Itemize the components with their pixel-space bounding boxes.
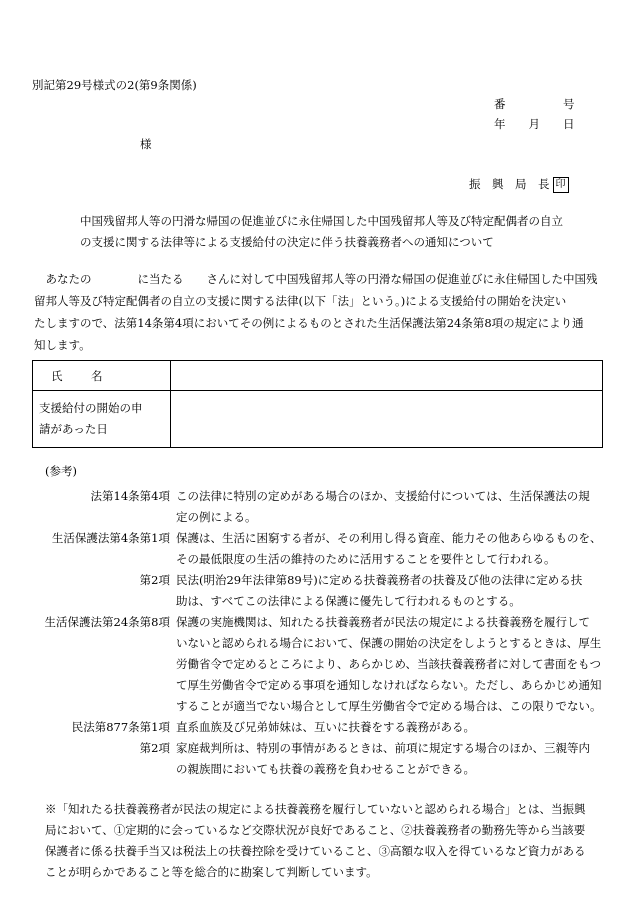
reference-text xyxy=(176,738,606,780)
reference-text xyxy=(176,528,606,570)
reference-line: この法律に特別の定めがある場合のほか、支援給付については、生活保護法の規 xyxy=(176,489,590,503)
reference-line: 労働省令で定めるところにより、あらかじめ、当該扶養義務者に対して書面をもつ xyxy=(176,657,602,671)
body-paragraph xyxy=(34,268,604,356)
application-date-value-cell[interactable] xyxy=(171,391,603,448)
body-line: 知します。 xyxy=(34,338,91,352)
addressee-suffix: 様 xyxy=(140,137,152,151)
explanatory-note xyxy=(45,799,610,883)
name-label-1: 氏 xyxy=(51,368,64,383)
reference-line: その最低限度の生活の維持のために活用することを要件として行われる。 xyxy=(176,552,556,566)
reference-label: 法第14条第4項 xyxy=(90,489,170,503)
application-date-label-cell xyxy=(33,391,171,448)
reference-line: 直系血族及び兄弟姉妹は、互いに扶養をする義務がある。 xyxy=(176,720,475,734)
reference-line: することが適当でない場合として厚生労働省令で定める場合は、この限りでない。 xyxy=(176,699,602,713)
document-title xyxy=(80,211,600,253)
reference-line: いないと認められる場合において、保護の開始の決定をしようとするときは、厚生 xyxy=(176,636,602,650)
reference-text xyxy=(176,486,606,528)
info-table xyxy=(32,360,603,448)
reference-line: 保護は、生活に困窮する者が、その利用し得る資産、能力その他あらゆるものを、 xyxy=(176,531,602,545)
name-label-cell xyxy=(33,361,171,391)
reference-line: 定の例による。 xyxy=(176,510,257,524)
document-date-line: 年 月 日 xyxy=(494,117,575,131)
signer-title: 振 興 局 長 xyxy=(469,177,550,191)
document-number-line: 番 号 xyxy=(494,97,575,111)
reference-label: 生活保護法第4条第1項 xyxy=(51,531,170,545)
note-line: ※「知れたる扶養義務者が民法の規定による扶養義務を履行していないと認められる場合」とは、当振興 xyxy=(45,802,586,816)
title-line: の支援に関する法律等による支援給付の決定に伴う扶養義務者への通知について xyxy=(80,235,494,249)
reference-text xyxy=(176,717,606,738)
name-label-2: 名 xyxy=(91,368,104,383)
body-line: あなたの に当たる さんに対して中国残留邦人等の円滑な帰国の促進並びに永住帰国した中国残 xyxy=(34,272,598,286)
reference-label: 第2項 xyxy=(139,573,170,587)
body-line: たしますので、法第14条第4項においてその例によるものとされた生活保護法第24条第8項の規定により通 xyxy=(34,316,584,330)
name-value-cell[interactable] xyxy=(171,361,603,391)
reference-text xyxy=(176,612,606,717)
signer-block xyxy=(469,177,569,193)
reference-label: 民法第877条第1項 xyxy=(71,720,170,734)
reference-line: 助は、すべてこの法律による保護に優先して行われるものとする。 xyxy=(176,594,521,608)
note-line: 保護者に係る扶養手当又は税法上の扶養控除を受けていること、③高額な収入を得ているなど資力がある xyxy=(45,844,586,858)
reference-line: て厚生労働省令で定める事項を通知しなければならない。ただし、あらかじめ通知 xyxy=(176,678,602,692)
title-line: 中国残留邦人等の円滑な帰国の促進並びに永住帰国した中国残留邦人等及び特定配偶者の自立 xyxy=(80,214,563,228)
reference-label: 第2項 xyxy=(139,741,170,755)
body-line: 留邦人等及び特定配偶者の自立の支援に関する法律(以下「法」という。)による支援給付の開始を決定い xyxy=(34,294,567,308)
reference-text xyxy=(176,570,606,612)
seal-mark: 印 xyxy=(553,177,569,193)
form-identifier: 別記第29号様式の2(第9条関係) xyxy=(32,78,197,92)
note-line: 局において、①定期的に会っているなど交際状況が良好であること、②扶養義務者の勤務先等から当該要 xyxy=(45,823,586,837)
reference-heading: (参考) xyxy=(45,464,77,478)
date-label-line: 請があった日 xyxy=(39,422,108,436)
reference-label: 生活保護法第24条第8項 xyxy=(44,615,170,629)
reference-line: 民法(明治29年法律第89号)に定める扶養義務者の扶養及び他の法律に定める扶 xyxy=(176,573,583,587)
date-label-line: 支援給付の開始の申 xyxy=(39,401,143,415)
note-line: ことが明らかであること等を総合的に勘案して判断しています。 xyxy=(45,865,378,879)
reference-line: 家庭裁判所は、特別の事情があるときは、前項に規定する場合のほか、三親等内 xyxy=(176,741,590,755)
reference-line: の親族間においても扶養の義務を負わせることができる。 xyxy=(176,762,475,776)
reference-line: 保護の実施機関は、知れたる扶養義務者が民法の規定による扶養義務を履行して xyxy=(176,615,590,629)
